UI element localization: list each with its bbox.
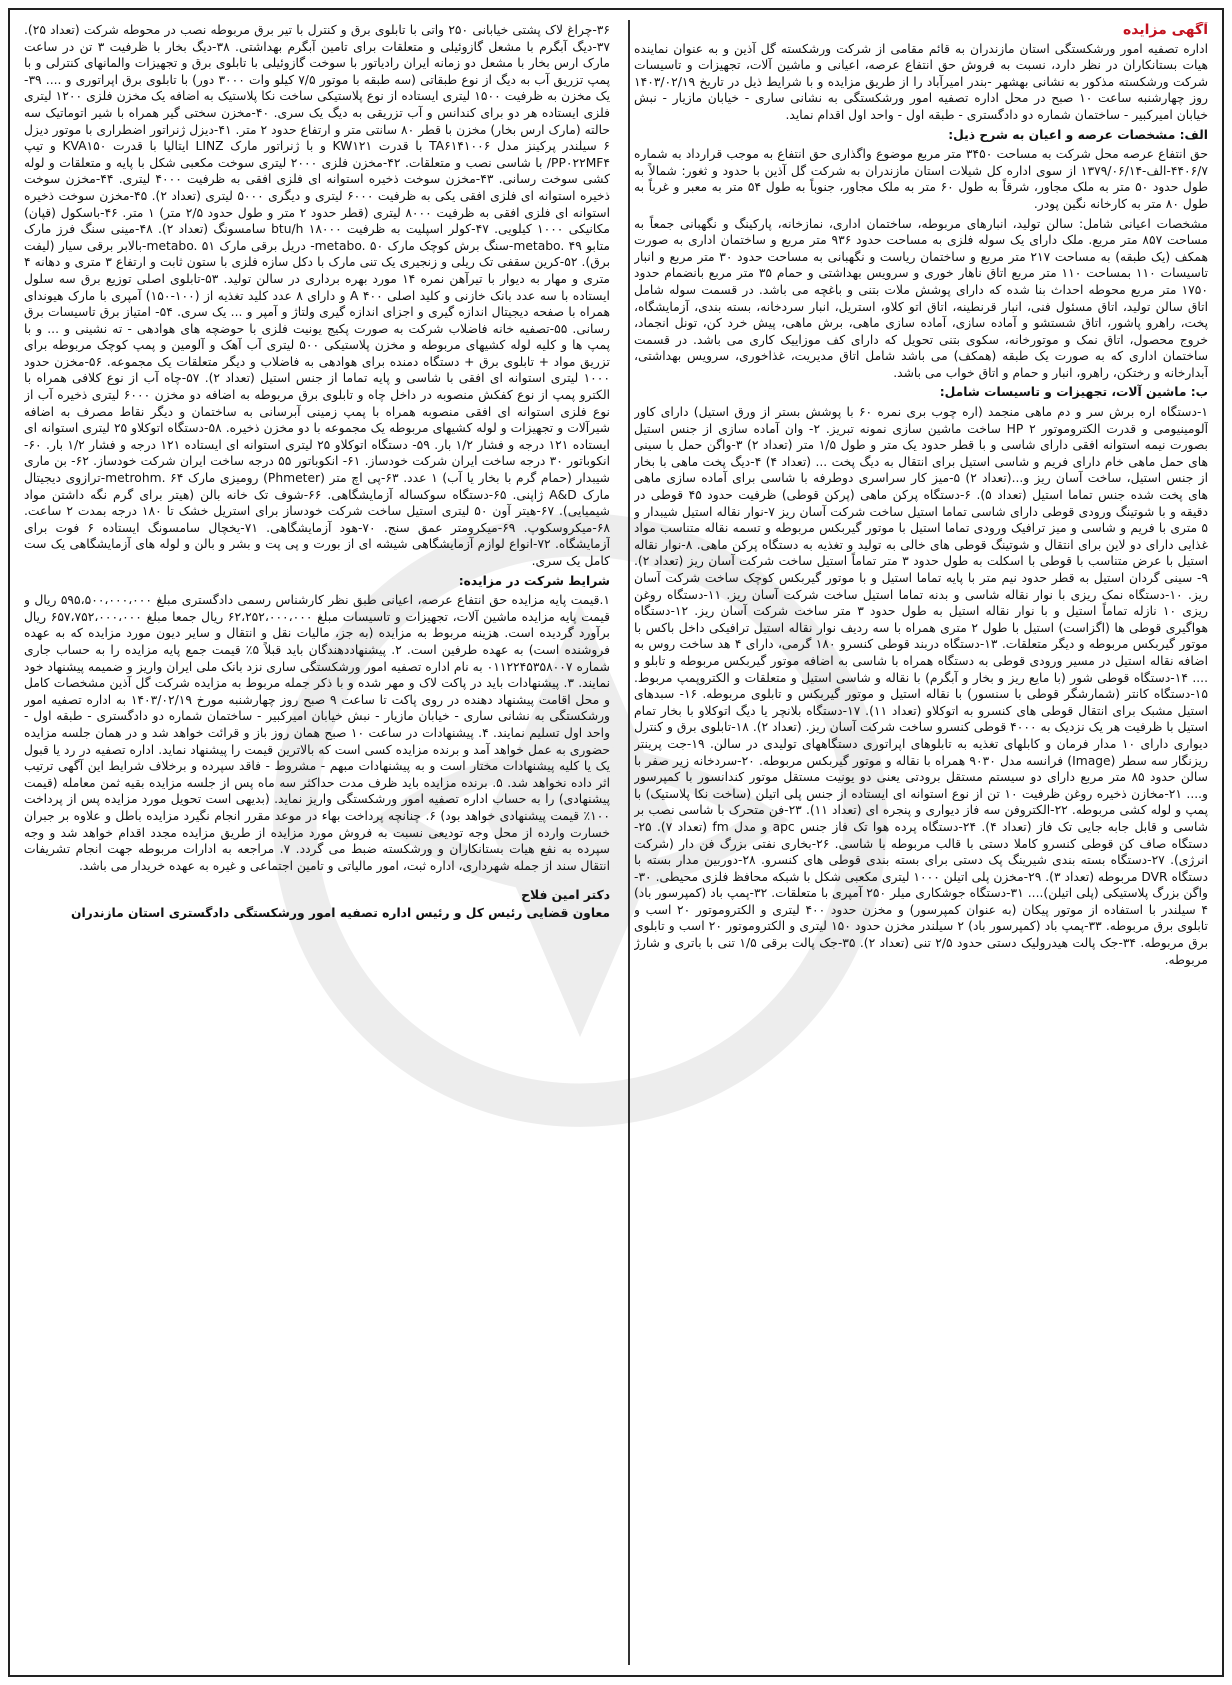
signature-name: دکتر امین فلاح — [521, 888, 610, 903]
notice-page — [8, 8, 1224, 1677]
section-b-heading: ب: ماشین آلات، تجهیزات و تاسیسات شامل: — [939, 385, 1208, 400]
signature-title: معاون قضایی رئیس کل و رئیس اداره تصفیه امور ورشکستگی دادگستری استان مازندران — [70, 906, 610, 921]
notice-title: آگهی مزایده — [1122, 22, 1208, 38]
conditions-paragraph: ۱.قیمت پایه مزایده حق انتفاع عرصه، اعیانی طبق نظر کارشناس رسمی دادگستری مبلغ ۵۹۵،۵۰۰،۰۰۰،۰۰۰ ریال و قیمت پایه مزایده ماشین آلات، تجهیزات و تاسیسات مبلغ ۶۲،۲۵۲،۰۰۰،۰۰۰ ریال جمعا مبلغ ۶۵۷،۷۵۲،۰۰۰،۰۰۰ ریال برآورد گردیده است. هزینه مربوط به مزایده (به جز، مالیات نقل و انتقال و سایر دیون مورد مزایده که به عهده فروشنده است) به عهده طرفین است. ۲. پیشنهاددهندگان باید قبلاً ۵٪ قیمت جمع پایه مزایده را به حساب جاری شماره ۰۱۱۲۲۴۵۳۵۸۰۰۷ به نام اداره تصفیه امور ورشکستگی ساری نزد بانک ملی ایران واریز و ضمیمه پیشنهاد خود نمایند. ۳. پیشنهادات باید در پاکت لاک و مهر شده و با ذکر جمله مربوط به مزایده شرکت گل آذین مشخصات کامل و محل اقامت پیشنهاد دهنده در روی پاکت تا ساعت ۹ صبح روز چهارشنبه مورخ ۱۴۰۳/۰۲/۱۹ به اداره تصفیه امور ورشکستگی به نشانی ساری - خیابان مازیار - نبش خیابان امیرکبیر - ساختمان شماره دو دادگستری - طبقه اول - واحد اول تسلیم نمایند. ۴. پیشنهادات در ساعت ۱۰ صبح همان روز باز و قرائت خواهد شد و در همان جلسه مزایده حضوری به عمل خواهد آمد و برنده مزایده کسی است که بالاترین قیمت را پیشنهاد نماید. اداره تصفیه در رد یا قبول یک یا کلیه پیشنهادات مختار است و به پیشنهادات مبهم - مشروط - فاقد سپرده و برخلاف شرایط این آگهی ترتیب اثر داده نخواهد شد. ۵. برنده مزایده باید ظرف مدت حداکثر سه ماه پس از جلسه مزایده بقیه ثمن معامله (قیمت پیشنهادی) را به حساب اداره تصفیه امور ورشکستگی واریز نماید. (بدیهی است تحویل مورد مزایده پس از پرداخت ۱۰۰٪ قیمت پیشنهادی خواهد بود) ۶. چنانچه پرداخت بهاء در موعد مقرر انجام نگیرد مزایده باطل و علاوه بر جبران خسارت وارده از محل وجه تودیعی نسبت به فروش مورد مزایده از طریق مزایده مجدد اقدام خواهد شد و وجه سپرده به نفع هیات بستانکاران و ورشکسته ضبط می گردد. ۷. مراجعه به ادارات مربوطه جهت انجام تشریفات انتقال سند از جمله شهرداری، اداره ثبت، امور مالیاتی و تامین اجتماعی و غیره به عهده خریدار می باشد. — [24, 593, 610, 873]
intro-paragraph: اداره تصفیه امور ورشکستگی استان مازندران به قائم مقامی از شرکت ورشکسته گل آذین و به عنوان نماینده هیات بستانکاران در نظر دارد، نسبت به فروش حق انتفاع عرصه، اعیانی و ماشین آلات، تجهیزات و تاسیسات شرکت ورشکسته مذکور به نشانی بهشهر -بندر امیرآباد را از طریق مزایده و با شرایط ذیل در تاریخ ۱۴۰۳/۰۲/۱۹ روز چهارشنبه ساعت ۱۰ صبح در محل اداره تصفیه امور ورشکستگی به نشانی ساری - خیابان مازیار - نبش خیابان امیرکبیر - ساختمان شماره دو دادگستری - طبقه اول - واحد اول اقدام نماید. — [634, 41, 1208, 122]
section-a-heading: الف: مشخصات عرصه و اعیان به شرح ذیل: — [948, 127, 1208, 142]
column-divider — [628, 20, 630, 1665]
signature-block — [24, 886, 610, 922]
arsa-paragraph: حق انتفاع عرصه محل شرکت به مساحت ۳۴۵۰ متر مربع موضوع واگذاری حق انتفاع به موجب قرارداد به شماره ۴۴۰۶/۷-الف-۱۳۷۹/۰۶/۱۴ از سوی اداره کل شیلات استان مازندران به شرکت گل آذین با حدود و ثغور: شمالاً به طول حدود ۵۰ متر به ملک مجاور، شرقاً به طول ۶۰ متر به ملک مجاور، جنوباً به طول ۵۴ متر به معبر و غرباً به طول ۸۰ متر به کارخانه نگین پودر. — [634, 147, 1208, 211]
machines-list-part-2: ۳۶-چراغ لاک پشتی خیابانی ۲۵۰ واتی با تابلوی برق و کنترل با تیر برق مربوطه نصب در محوطه شرکت (تعداد ۲۵). ۳۷-دیگ آبگرم با مشعل گازوئیلی و متعلقات برای تامین آبگرم بهداشتی. ۳۸-دیگ بخار با ظرفیت ۳ تن در ساعت مارک ارس بخار با مشعل دو زمانه ایران رادیاتور با سوخت گازوئیلی با تابلوی برق و تجهیزات والمانهای کنترلی و با پمپ تزریق آب به دیگ از نوع طبقاتی (سه طبقه با موتور ۷/۵ کیلو وات ۳۰۰۰ دور) با تابلوی برق اپراتوری و .... ۳۹-یک مخزن به ظرفیت ۱۵۰۰ لیتری ایستاده از نوع پلاستیکی ساخت نکا پلاستیک به اضافه یک مخزن فلزی ۱۲۰۰ لیتری فلزی ایستاده هر دو برای کندانس و آب تزریقی به دیگ یک سری. ۴۰-مخزن سختی گیر همراه با شیر اتوماتیک سه حالته (مارک ارس بخار) مخزن با قطر ۸۰ سانتی متر و ارتفاع حدود ۲ متر. ۴۱-دیزل ژنراتور اضطراری با موتور دیزل ۶ سیلندر پرکینز مدل TA۶۱۴۱۰۰۶ با قدرت KW۱۲۱ و با ژنراتور مارک LINZ ایتالیا با قدرت KVA۱۵۰ و تیپ PP۰۲۲MF۴/ با شاسی نصب و متعلقات. ۴۲-مخزن فلزی ۲۰۰۰ لیتری سوخت مکعبی شکل با پایه و متعلقات و لوله کشی سوخت رسانی. ۴۳-مخزن سوخت ذخیره استوانه ای فلزی افقی به ظرفیت ۴۰۰۰ لیتری. ۴۴-مخزن سوخت ذخیره استوانه ای فلزی افقی یکی به ظرفیت ۶۰۰۰ لیتری و دیگری ۵۰۰۰ لیتری (تعداد ۲). ۴۵-مخزن سوخت ذخیره استوانه ای فلزی افقی به ظرفیت ۸۰۰۰ لیتری (قطر حدود ۲ متر و طول حدود ۲/۵ متر) ۱ متر. ۴۶-باسکول (قپان) مکانیکی ۱۰۰۰ کیلویی. ۴۷-کولر اسپلیت به ظرفیت btu/h ۱۸۰۰۰ سامسونگ (تعداد ۲). ۴۸-مینی سنگ فرز مارک متابو metabo. ۴۹-سنگ برش کوچک مارک metabo. ۵۰- دریل برقی مارک metabo. ۵۱-بالابر برقی سیار (لیفت برق). ۵۲-کرین سقفی تک ریلی و زنجیری یک تنی مارک با دکل سازه فلزی با ستون ثابت و ارتفاع ۳ متری و دهانه ۴ متری و مهار به دیوار با تیرآهن نمره ۱۴ مورد بهره برداری در سالن تولید. ۵۳-تابلوی اصلی توزیع برق سه سلول ایستاده با سه عدد بانک خازنی و کلید اصلی ۴۰۰ A و دارای ۸ عدد کلید تغذیه از (۱۰۰-۱۵۰) آمپری با مارک هیوندای همراه با صفحه دیجیتال اندازه گیری و اجزای اندازه گیری ولتاژ و آمپر و ... یک سری. ۵۴- امتیاز برق تاسیسات برق رسانی. ۵۵-تصفیه خانه فاضلاب شرکت به صورت پکیج یونیت فلزی با حوضچه های هوادهی - ته نشینی و ... و با پمپ ها و کلیه لوله کشیهای مربوطه و مخزن پلاستیکی ۵۰۰ لیتری آب آهک و آلومین و پمپ کوچک مربوطه برای تزریق مواد + تابلوی برق + دستگاه دمنده برای هوادهی به فاضلاب و دیگر متعلقات یک مجموعه. ۵۶-مخزن حدود ۱۰۰۰ لیتری استوانه ای افقی با شاسی و پایه تماما از جنس استیل (تعداد ۲). ۵۷-چاه آب از نوع کلافی همراه با الکترو پمپ از نوع کفکش منصوبه در داخل چاه و تابلوی برق مربوطه به اضافه دو مخزن ۶۰۰۰ لیتری ذخیره آب از نوع فلزی استوانه ای افقی منصوبه همراه با پمپ زمینی آبرسانی به ساختمان و دیگر نقاط مصرف به اضافه شیرآلات و تجهیزات و لوله کشیهای مربوطه یک مجموعه با دو مخزن ذخیره. ۵۸-دستگاه اتوکلاو ۲۵ لیتری استوانه ای ایستاده ۱۲۱ درجه و فشار ۱/۲ بار. ۵۹- دستگاه اتوکلاو ۲۵ لیتری استوانه ای ایستاده ۱۲۱ درجه و فشار ۱/۲ بار. ۶۰-انکوباتور ۳۰ درجه ساخت ایران شرکت خودساز. ۶۱- انکوباتور ۵۵ درجه ساخت ایران شرکت خودساز. ۶۲- بن ماری شیبدار (حمام گرم با بخار یا آب) ۱ عدد. ۶۳-پی اچ متر (Phmeter) رومیزی مارک metrohm. ۶۴-ترازوی دیجیتال مارک A&D ژاپنی. ۶۵-دستگاه سوکساله آزمایشگاهی. ۶۶-شوف تک خانه بالن (هیتر برای گرم نگه داشتن مواد شیمیایی). ۶۷-هیتر آون ۵۰ لیتری استیل ساخت شرکت خودساز برای استریل خشک تا ۱۸۰ درجه بمدت ۲ ساعت. ۶۸-میکروسکوپ. ۶۹-میکرومتر عمق سنج. ۷۰-هود آزمایشگاهی. ۷۱-یخچال سامسونگ ایستاده ۶ فوت برای آزمایشگاه. ۷۲-انواع لوازم آزمایشگاهی شیشه ای از بورت و پی پت و بشر و بالن و لوله های آزمایشگاهی یک ست کامل یک سری. — [24, 23, 610, 568]
ayan-paragraph: مشخصات اعیانی شامل: سالن تولید، انبارهای مربوطه، ساختمان اداری، نمازخانه، پارکینگ و نگهبانی جمعاً به مساحت ۸۵۷ متر مربع. ملک دارای یک سوله فلزی به مساحت حدود ۹۳۶ متر مربع و ساختمان اداری به صورت همکف (یک طبقه) به مساحت ۲۱۷ متر مربع و ساختمان ریاست و نگهبانی به مساحت حدود ۳۰ متر مربع و انبار تاسیسات ۱۱۰ بمساحت ۱۱۰ متر مربع اتاق ناهار خوری و سرویس بهداشتی و حمام ۳۵ متر مربع بانضمام حدود ۱۷۵۰ متر مربع محوطه احداث بنا شده که دارای پوشش ملات بتنی و باغچه می باشد. در قسمت سوله شامل اتاق سالن تولید، اتاق مسئول فنی، انبار قرنطینه، اتاق اتو کلاو، استریل، انبار سردخانه، بسته بندی، آزمایشگاه، پخت، راهرو پاشور، اتاق شستشو و آماده سازی، آماده سازی ماهی، برش ماهی، پیش خرد کن، تونل انجماد، خروج محصول، اتاق نمک و موتورخانه، سکوی بتنی تحویل که دارای کف موزاییک کاری می باشد. در قسمت ساختمان اداری که به صورت یک طبقه (همکف) می باشد شامل اتاق مدیریت، غذاخوری، سرویس بهداشتی، آبدارخانه و رختکن، راهرو، انبار و حمام و اتاق خواب می باشد. — [634, 216, 1208, 380]
machines-list-part-1: ۱-دستگاه اره برش سر و دم ماهی منجمد (اره چوب بری نمره ۶۰ با پوشش بستر از ورق استیل) دارای کاور آلومینیومی و قدرت الکتروموتور HP ۲ ساخت ماشین سازی نمونه تبریز. ۲- وان آماده سازی از جنس استیل بصورت نیمه استوانه افقی دارای شاسی و با قطر حدود یک متر و طول ۱/۵ متر (تعداد ۲) ۳-واگن حمل با سینی های حمل ماهی خام دارای فریم و شاسی استیل برای انتقال به دیگ پخت ... (تعداد ۴) ۴-دیگ پخت ماهی با بخار از جنس استیل، ساخت آسان ریز و...(تعداد ۲) ۵-میز کار سراسری دوطرفه با شاسی برای آماده سازی ماهی های پخت شده جنس تماما استیل (تعداد ۵). ۶-دستگاه پرکن ماهی (پرکن قوطی) ظرفیت حدود ۴۵ قوطی در دقیقه و با شوتینگ ورودی قوطی دارای شاسی تماما استیل ساخت شرکت آسان ریز ۷-نوار نقاله استیل شیبدار و ۵ متری با فریم و شاسی و میز ترافیک ورودی تماما استیل با موتور گیربکس مربوطه و تسمه نقاله متناسب مواد غذایی دارای دو لاین برای انتقال و شوتینگ قوطی های خالی به تولید و تغذیه به دستگاه پرکن ماهی. ۸-نوار نقاله استیل با عرض متناسب با قوطی با اسکلت به طول حدود ۳ متر تماماً استیل ساخت شرکت آسان ریز (تعداد ۲). ۹- سینی گردان استیل به قطر حدود نیم متر با پایه تماما استیل و با موتور گیربکس کوچک ساخت شرکت آسان ریز. ۱۰-دستگاه نمک ریزی با نوار نقاله شاسی و بدنه تماما استیل ساخت شرکت آسان ریز. ۱۱-دستگاه روغن ریزی ۱۰ نازله تماماً استیل و با نوار نقاله استیل به طول حدود ۳ متر ساخت شرکت آسان ریز. ۱۲-دستگاه هواگیری قوطی ها (اگزاست) استیل با طول ۲ متری همراه با سه ردیف نوار نقاله استیل ترافیکی داخل باکس با موتور گیربکس مربوطه و دیگر متعلقات. ۱۳-دستگاه دربند قوطی کنسرو ۱۸۰ گرمی، دارای ۴ هد ساخت روس به اضافه نقاله استیل در مسیر ورودی قوطی به دستگاه همراه با شاسی به اضافه موتور گیربکس مربوطه و تابلو و .... ۱۴-دستگاه قوطی شور (با مایع ریز و بخار و آبگرم) با نقاله و شاسی استیل و متعلقات و الکتروپمپ مربوط. ۱۵-دستگاه کانتر (شمارشگر قوطی با سنسور) با نقاله استیل و موتور گیربکس و تابلوی مربوطه. ۱۶- سبدهای استیل مشبک برای انتقال قوطی های کنسرو به اتوکلاو (تعداد ۱۱). ۱۷-دستگاه بلانچر یا دیگ اتوکلاو با بخار تمام استیل با ظرفیت هر یک نزدیک به ۴۰۰۰ قوطی کنسرو ساخت شرکت آسان ریز. (تعداد ۲). ۱۸-تابلوی برق و کنترل دیواری دارای ۱۰ مدار فرمان و کابلهای تغذیه به تابلوهای اپراتوری دستگاههای تولیدی در سالن. ۱۹-جت پرینتر ریزنگار سه سطر (Image) فرانسه مدل ۹۰۳۰ همراه با نقاله و موتور گیربکس مربوطه. ۲۰-سردخانه زیر صفر با سالن حدود ۸۵ متر مربع دارای دو سیستم مستقل برودتی یعنی دو یونیت مستقل موتور کندانسور با کمپرسور و.... ۲۱-مخازن ذخیره روغن ظرفیت ۱۰ تن از نوع استوانه ای ایستاده از جنس پلی اتیلن (ساخت نکا پلاستیک) با پمپ و لوله کشی مربوطه. ۲۲-الکتروفن سه فاز دیواری و پنجره ای (تعداد ۱۱). ۲۳-فن متحرک با شاسی نصب بر شاسی و قابل جابه جایی تک فاز (تعداد ۴). ۲۴-دستگاه پرده هوا تک فاز جنس apc و مدل fm (تعداد ۷). ۲۵-دستگاه صاف کن قوطی کنسرو کاملا دستی با قالب مربوطه با شاسی. ۲۶-بخاری نفتی بزرگ فن دار (شرکت انرژی). ۲۷-دستگاه بسته بندی شیرینگ پک دستی برای بسته بندی قوطی های کنسرو. ۲۸-دوربین مدار بسته با دستگاه DVR مربوطه (تعداد ۳). ۲۹-مخزن پلی اتیلن ۱۰۰۰ لیتری مکعبی شکل با شبکه محافظ فلزی محیطی. ۳۰-واگن بزرگ پلاستیکی (پلی اتیلن).... ۳۱-دستگاه جوشکاری میلر ۲۵۰ آمپری با متعلقات. ۳۲-پمپ باد (کمپرسور باد) ۴ سیلندر با استفاده از موتور پیکان (به عنوان کمپرسور) و مخزن حدود ۴۰۰ لیتری و الکتروموتور ۲۰ اسب و تابلوی برق مربوطه. ۳۳-پمپ باد (کمپرسور باد) ۲ سیلندر مخزن حدود ۱۵۰ لیتری و الکتروموتور ۲۰ اسب و تابلوی برق مربوطه. ۳۴-جک پالت هیدرولیک دستی حدود ۲/۵ تنی (تعداد ۲). ۳۵-جک پالت برقی ۱/۵ تنی با باتری و شارژ مربوطه. — [634, 405, 1208, 967]
left-column — [24, 22, 610, 1663]
right-column — [634, 22, 1208, 1663]
conditions-heading: شرایط شرکت در مزایده: — [458, 573, 610, 588]
